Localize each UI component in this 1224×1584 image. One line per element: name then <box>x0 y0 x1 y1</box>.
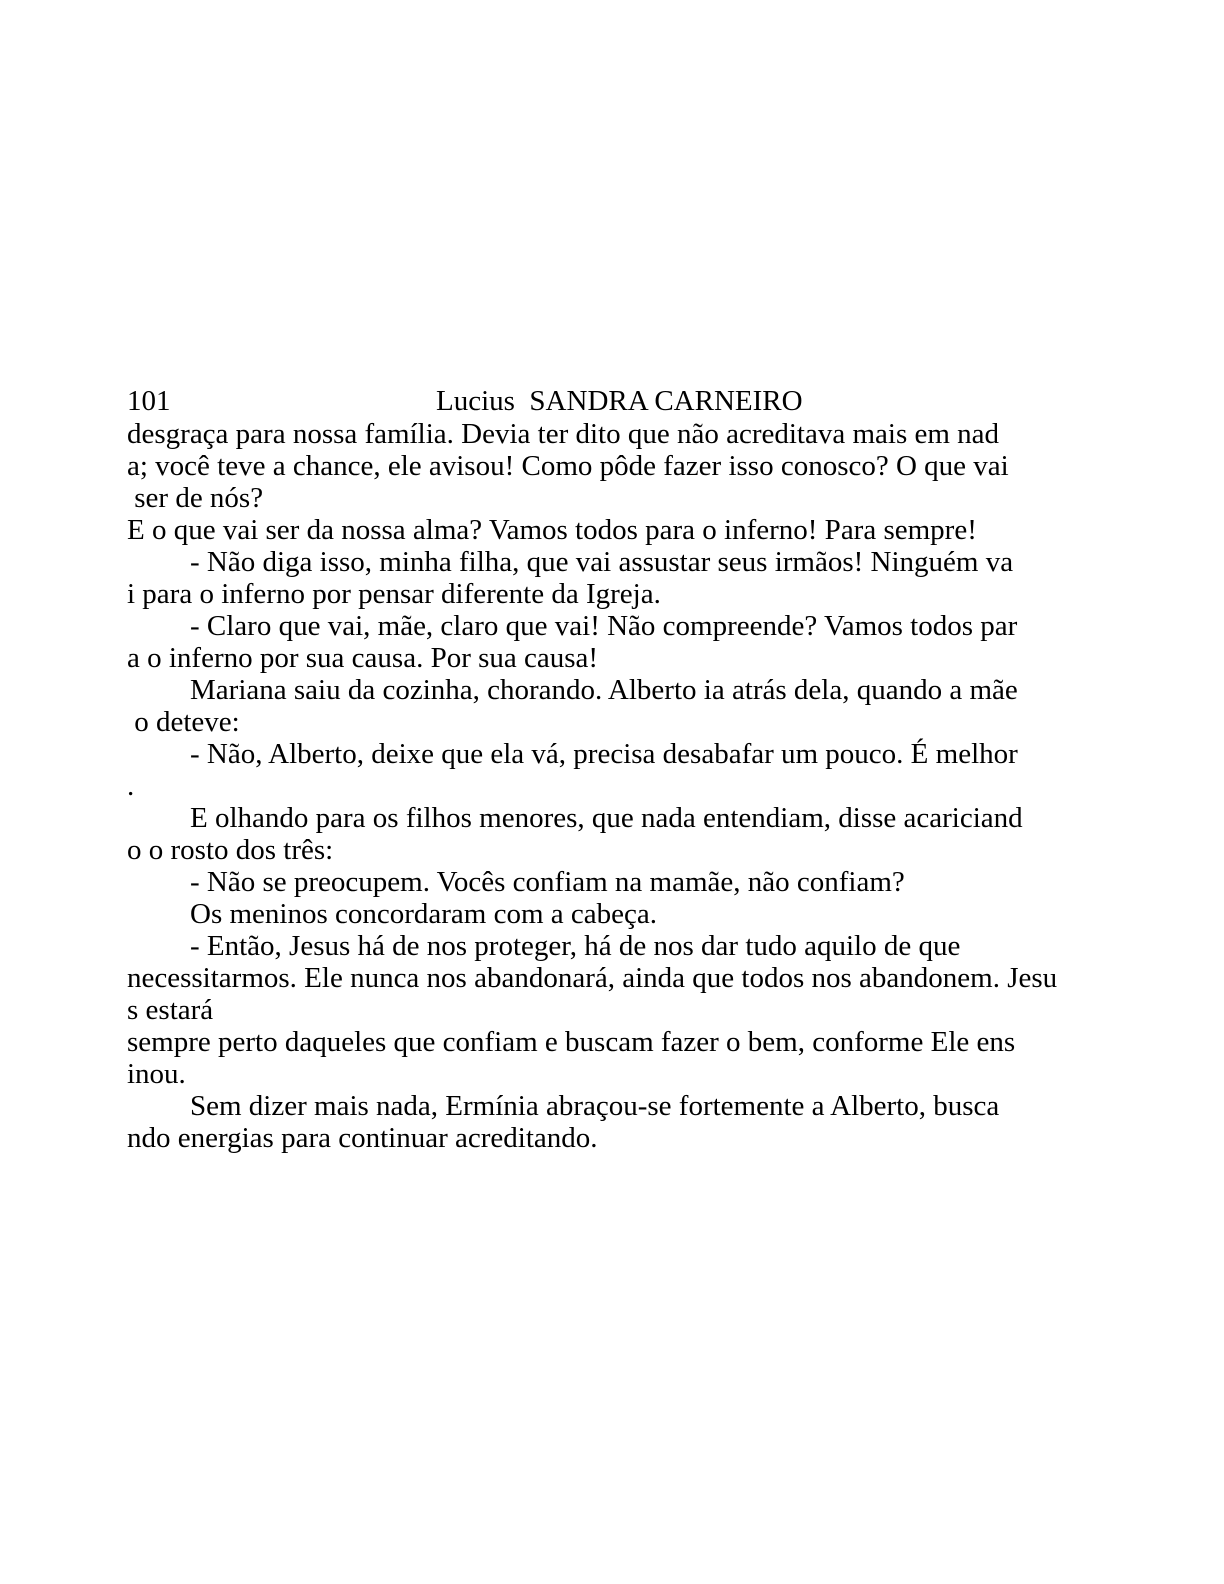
text-line: a o inferno por sua causa. Por sua causa! <box>127 642 599 674</box>
text-line: o deteve: <box>127 706 240 738</box>
page-number: 101 <box>127 385 171 417</box>
text-line: Mariana saiu da cozinha, chorando. Alberto ia atrás dela, quando a mãe <box>190 674 1018 706</box>
text-line: - Não se preocupem. Vocês confiam na mamãe, não confiam? <box>190 866 905 898</box>
text-line: - Não, Alberto, deixe que ela vá, precisa desabafar um pouco. É melhor <box>190 738 1018 770</box>
text-line: Sem dizer mais nada, Ermínia abraçou-se fortemente a Alberto, busca <box>190 1090 1000 1122</box>
text-line: a; você teve a chance, ele avisou! Como pôde fazer isso conosco? O que vai <box>127 450 1009 482</box>
text-line: necessitarmos. Ele nunca nos abandonará, ainda que todos nos abandonem. Jesu <box>127 962 1058 994</box>
text-line: sempre perto daqueles que confiam e buscam fazer o bem, conforme Ele ens <box>127 1026 1016 1058</box>
text-line: i para o inferno por pensar diferente da Igreja. <box>127 578 661 610</box>
text-line: o o rosto dos três: <box>127 834 334 866</box>
text-line: Os meninos concordaram com a cabeça. <box>190 898 658 930</box>
text-line: E olhando para os filhos menores, que nada entendiam, disse acariciand <box>190 802 1023 834</box>
text-line: desgraça para nossa família. Devia ter dito que não acreditava mais em nad <box>127 418 1000 450</box>
text-line: E o que vai ser da nossa alma? Vamos todos para o inferno! Para sempre! <box>127 514 977 546</box>
text-line: - Então, Jesus há de nos proteger, há de nos dar tudo aquilo de que <box>190 930 961 962</box>
text-line: ndo energias para continuar acreditando. <box>127 1122 598 1154</box>
running-title: Lucius SANDRA CARNEIRO <box>436 385 803 417</box>
text-line: - Não diga isso, minha filha, que vai assustar seus irmãos! Ninguém va <box>190 546 1014 578</box>
text-line: ser de nós? <box>127 482 264 514</box>
text-line: . <box>127 770 135 802</box>
text-line: inou. <box>127 1058 186 1090</box>
text-line: - Claro que vai, mãe, claro que vai! Não compreende? Vamos todos par <box>190 610 1018 642</box>
text-line: s estará <box>127 994 214 1026</box>
page-header <box>127 384 1127 418</box>
